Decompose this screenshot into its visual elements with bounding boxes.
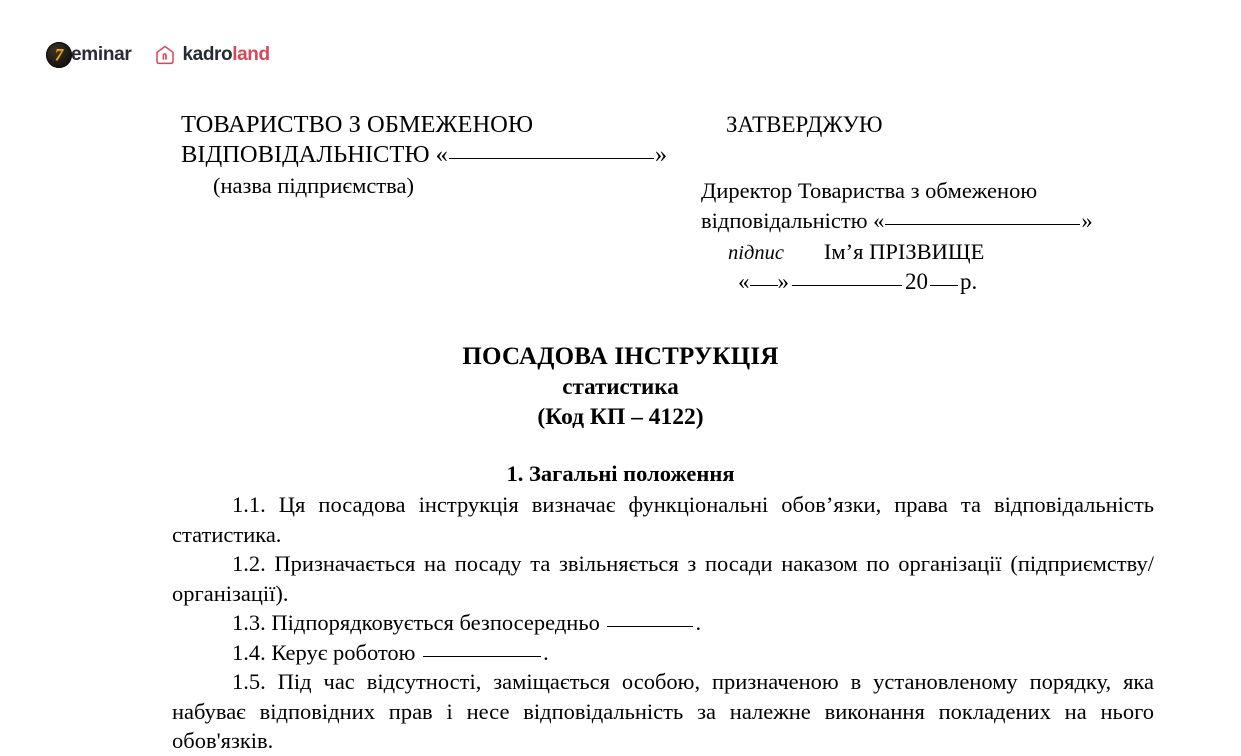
approver-details [701,176,1131,295]
paragraph-1-3-period: . [695,610,702,635]
section-1-body [172,490,1154,756]
organization-name-blank[interactable] [449,158,654,159]
date-year-suffix: р. [960,269,978,294]
signature-name: Ім’я ПРІЗВИЩЕ [823,239,985,264]
kadroland-wordmark-part1: kadro [182,44,233,65]
approval-block [701,110,1131,295]
document-title-block [0,341,1241,432]
paragraph-1-3 [172,608,1154,638]
kadroland-house-icon [154,44,176,66]
date-day-blank[interactable] [750,285,778,286]
approver-line-2-prefix: відповідальністю « [701,208,885,233]
paragraph-1-3-blank[interactable] [607,626,693,627]
approval-date-row [701,269,1131,295]
paragraph-1-4-period: . [543,639,549,665]
logo-kadroland[interactable] [154,44,270,66]
date-year-blank[interactable] [930,285,958,286]
paragraph-1-4-blank[interactable] [423,656,541,657]
document-subtitle: статистика [562,374,679,399]
zeminar-seven-glyph: 7 [54,44,64,64]
paragraph-1-4-text: 1.4. Керує роботою [232,639,422,665]
date-quote-close: » [777,269,789,294]
document-title: ПОСАДОВА ІНСТРУКЦІЯ [462,343,779,370]
paragraph-1-2: 1.2. Призначається на посаду та звільняється з посади наказом по організації (підприємству/організації). [172,551,1154,606]
kadroland-wordmark-part2: land [232,44,270,65]
organization-block [181,110,668,201]
paragraph-1-4 [172,638,1154,668]
organization-line-2-prefix: ВІДПОВІДАЛЬНІСТЮ « [181,141,448,168]
date-month-blank[interactable] [792,285,902,286]
approver-company-blank[interactable] [885,224,1080,225]
approval-word: ЗАТВЕРДЖУЮ [726,112,883,137]
zeminar-wordmark: eminar [71,44,132,65]
document-classifier-code: (Код КП – 4122) [537,404,704,430]
approver-line-1: Директор Товариства з обмеженою [701,178,1038,203]
signature-row [701,239,1131,265]
organization-line-1: ТОВАРИСТВО З ОБМЕЖЕНОЮ [181,111,534,138]
kadroland-wordmark [183,44,270,66]
date-year-prefix: 20 [905,269,928,294]
approver-line-2 [701,206,1131,236]
organization-caption: (назва підприємства) [213,173,414,198]
branding-bar [46,38,270,72]
date-quote-open: « [738,269,750,294]
logo-zeminar[interactable] [46,42,132,68]
paragraph-1-3-text: 1.3. Підпорядковується безпосередньо [232,610,606,635]
paragraph-1-1: 1.1. Ця посадова інструкція визначає функціональні обов’язки, права та відповідальність статистика. [172,492,1154,547]
zeminar-seven-icon [46,42,72,68]
paragraph-1-5: 1.5. Під час відсутності, заміщається особою, призначеною в установленому порядку, яка набуває відповідних прав і несе відповідальність за належне виконання покладених на нього обов'язків. [172,669,1154,753]
document-header [181,110,1161,295]
approver-line-2-suffix: » [1081,208,1093,233]
organization-line-2-suffix: » [654,141,668,168]
organization-line-2 [181,140,668,170]
signature-label: підпис [728,242,784,264]
section-heading-1: 1. Загальні положення [506,461,735,486]
